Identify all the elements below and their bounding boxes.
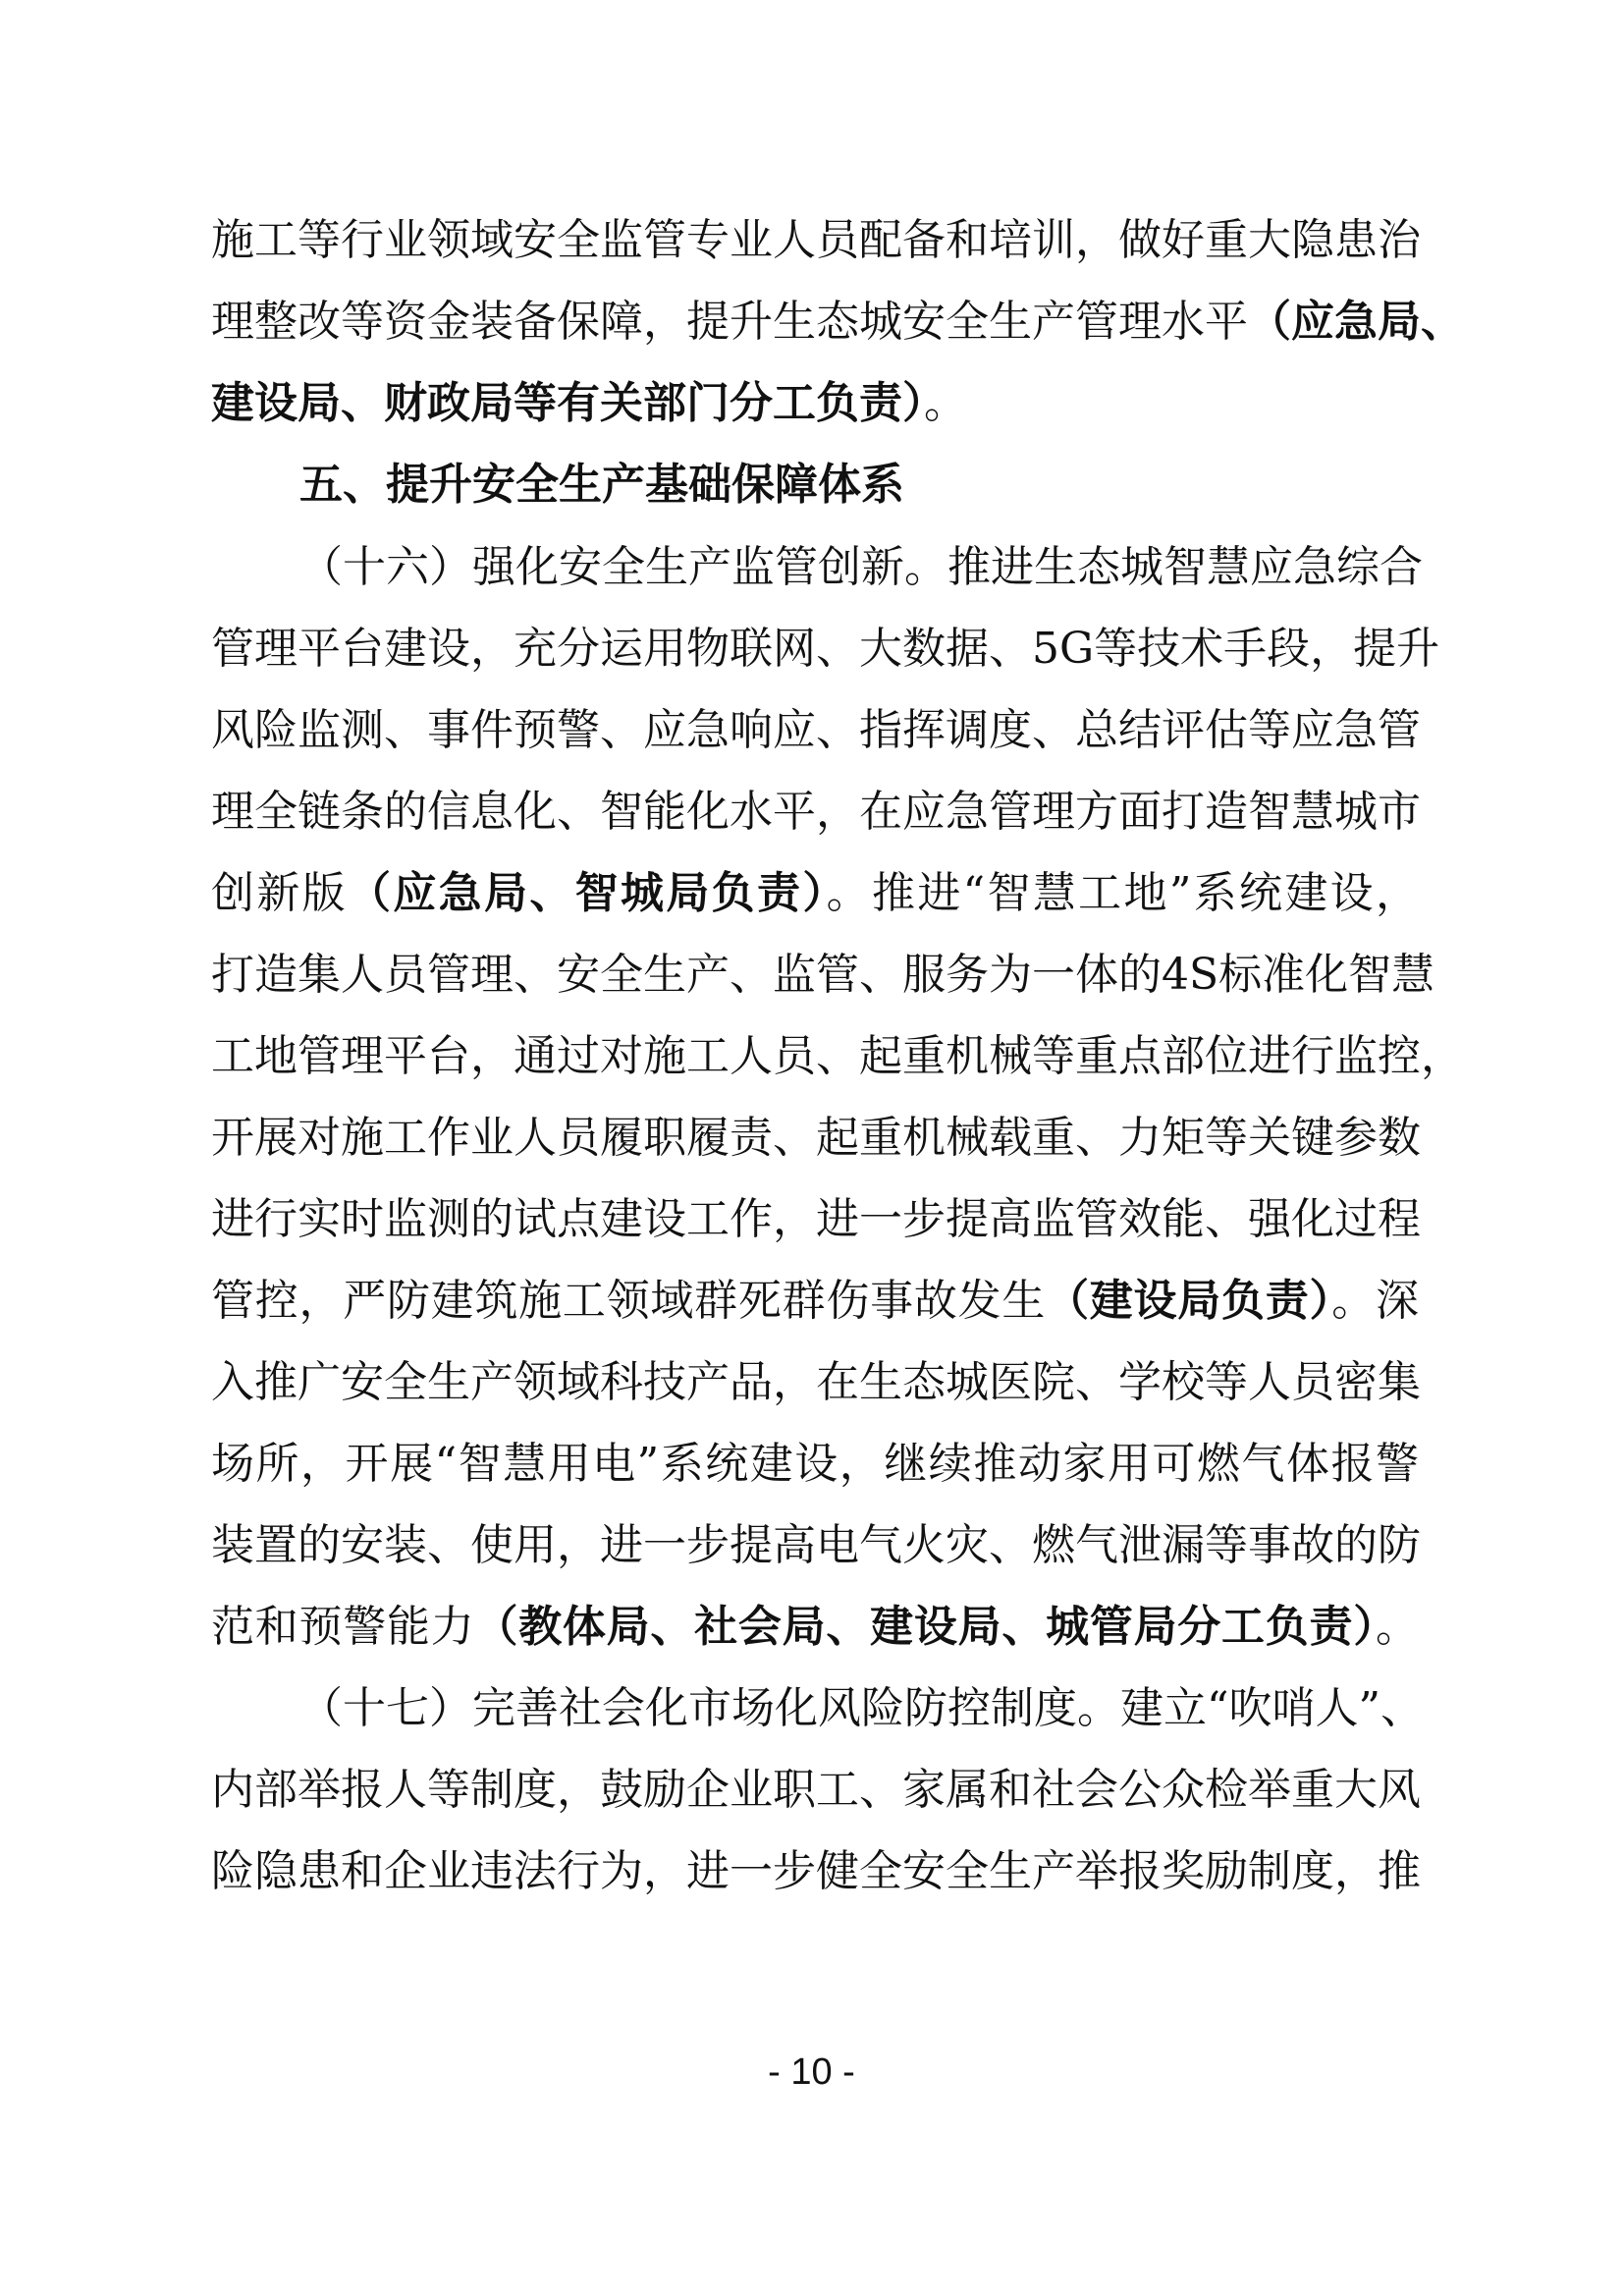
text-run: 范和预警能力 xyxy=(211,1602,475,1652)
responsible-dept-bold: 建设局、财政局等有关部门分工负责） xyxy=(211,378,924,428)
text-line xyxy=(211,1025,1464,1088)
responsible-dept-bold: （建设局负责） xyxy=(1046,1276,1332,1326)
text-run: 理整改等资金装备保障，提升生态城安全生产管理水平 xyxy=(211,297,1248,347)
text-run: 场所，开展“智慧用电”系统建设，继续推动家用可燃气体报警 xyxy=(211,1439,1419,1489)
text-run: 管理平台建设，充分运用物联网、大数据、5G等技术手段，提升 xyxy=(211,624,1440,674)
text-run: 。深 xyxy=(1331,1276,1420,1326)
text-run: 装置的安装、使用，进一步提高电气火灾、燃气泄漏等事故的防 xyxy=(211,1520,1421,1570)
text-line xyxy=(211,781,1419,844)
text-run: 工地管理平台，通过对施工人员、起重机械等重点部位进行监控， xyxy=(211,1031,1464,1081)
text-line xyxy=(211,1514,1419,1577)
text-line xyxy=(211,1840,1419,1903)
text-line xyxy=(299,1677,1424,1740)
text-line xyxy=(211,699,1419,762)
text-line xyxy=(211,1351,1419,1414)
page-number: - 10 - xyxy=(768,2051,855,2093)
text-line xyxy=(299,536,1423,599)
responsible-dept-bold: （教体局、社会局、建设局、城管局分工负责） xyxy=(474,1602,1377,1652)
responsible-dept-bold: （应急局、 xyxy=(1248,297,1464,347)
text-line xyxy=(211,944,1435,1007)
text-line xyxy=(211,618,1440,681)
text-line xyxy=(211,1596,1419,1659)
text-run: 打造集人员管理、安全生产、监管、服务为一体的4S标准化智慧 xyxy=(211,950,1435,1000)
text-line xyxy=(211,862,1419,925)
text-line xyxy=(211,372,1419,435)
text-run: （十六）强化安全生产监管创新。推进生态城智慧应急综合 xyxy=(299,542,1423,592)
text-line xyxy=(211,291,1464,354)
text-run: 创新版 xyxy=(211,868,348,918)
text-run: 理全链条的信息化、智能化水平，在应急管理方面打造智慧城市 xyxy=(211,787,1421,837)
text-run: 施工等行业领域安全监管专业人员配备和培训，做好重大隐患治 xyxy=(211,215,1421,265)
text-run: 险隐患和企业违法行为，进一步健全安全生产举报奖励制度，推 xyxy=(211,1846,1421,1896)
text-run: 风险监测、事件预警、应急响应、指挥调度、总结评估等应急管 xyxy=(211,705,1421,755)
text-line xyxy=(211,209,1419,272)
text-run: 开展对施工作业人员履职履责、起重机械载重、力矩等关键参数 xyxy=(211,1113,1421,1163)
text-run: 。 xyxy=(1376,1602,1420,1652)
text-run: 入推广安全生产领域科技产品，在生态城医院、学校等人员密集 xyxy=(211,1357,1421,1407)
responsible-dept-bold: （应急局、智城局负责） xyxy=(348,868,827,918)
text-line xyxy=(211,1188,1419,1251)
text-line xyxy=(211,1759,1419,1822)
text-line xyxy=(211,1270,1419,1333)
text-run: （十七）完善社会化市场化风险防控制度。建立“吹哨人”、 xyxy=(299,1683,1424,1733)
text-run: 管控，严防建筑施工领域群死群伤事故发生 xyxy=(211,1276,1047,1326)
text-run: 内部举报人等制度，鼓励企业职工、家属和社会公众检举重大风 xyxy=(211,1765,1421,1815)
text-run: 进行实时监测的试点建设工作，进一步提高监管效能、强化过程 xyxy=(211,1194,1421,1244)
text-run: 。推进“智慧工地”系统建设， xyxy=(826,868,1419,918)
text-line xyxy=(211,1433,1419,1496)
section-heading: 五、提升安全生产基础保障体系 xyxy=(299,460,904,510)
text-run: 。 xyxy=(924,378,967,428)
text-line xyxy=(211,1107,1419,1170)
